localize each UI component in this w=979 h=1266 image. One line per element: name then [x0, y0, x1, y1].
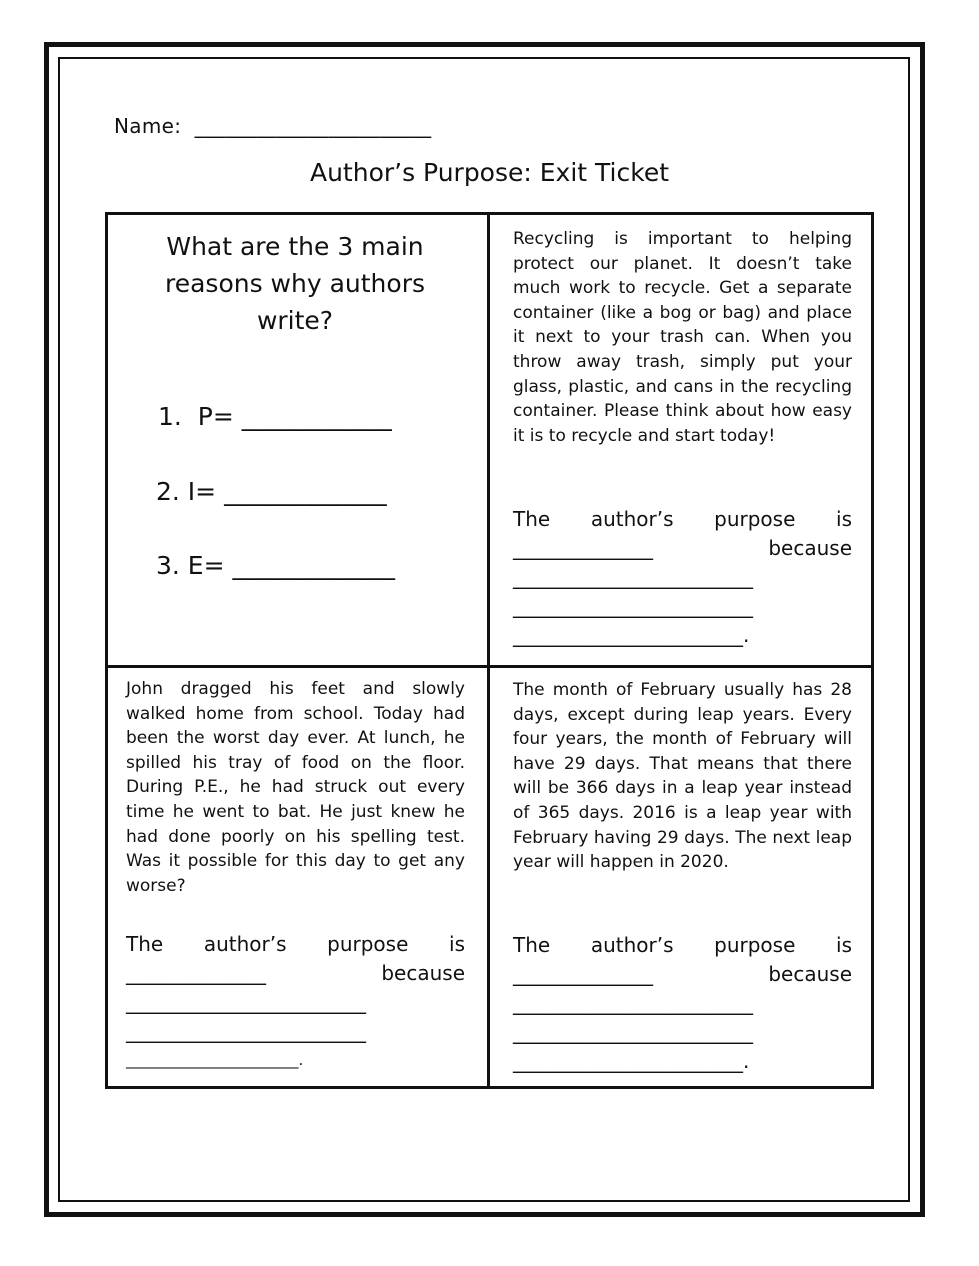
answer-word: author’s — [203, 932, 287, 956]
purpose-answer-p[interactable]: 1. P= ____________ — [158, 402, 392, 431]
because-label: because — [768, 962, 852, 986]
purpose-answer-e[interactable]: 3. E= _____________ — [156, 551, 395, 580]
passage-john: John dragged his feet and slowly walked home from school. Today had been the worst day ever. At lunch, he spilled his tray of food on the floor. During P.E., he had struck out every time he went to bat. He just knew he had done poorly on his spelling test. Was it possible for this day to get any worse? — [126, 679, 465, 896]
answer-blank-line[interactable]: _______________________. — [513, 623, 750, 647]
answer-block-john — [126, 930, 465, 1075]
answer-prompt-row — [126, 930, 465, 959]
grid-divider-vertical — [487, 212, 490, 1089]
purpose-blank[interactable]: ______________ — [126, 961, 266, 985]
page-title: Author’s Purpose: Exit Ticket — [309, 158, 670, 187]
passage-february: The month of February usually has 28 days, except during leap years. Every four years, the month of February will have 29 days. That means that there will be 366 days in a leap year instead of 365 days. 2016 is a leap year with February having 29 days. The next leap year will happen in 2020. — [513, 680, 852, 873]
answer-word: author’s — [590, 933, 674, 957]
answer-word: is — [449, 932, 465, 956]
grid-divider-horizontal — [105, 665, 874, 668]
name-label: Name: — [114, 114, 182, 138]
answer-word: The — [513, 933, 551, 957]
answer-word: purpose — [714, 933, 796, 957]
answer-blank-line[interactable]: ________________________ — [513, 594, 753, 618]
answer-purpose-row — [513, 960, 852, 989]
because-label: because — [768, 536, 852, 560]
answer-purpose-row — [126, 959, 465, 988]
answer-blank-line[interactable]: _______________________. — [126, 1051, 304, 1069]
because-label: because — [381, 961, 465, 985]
answer-word: is — [836, 507, 852, 531]
answer-word: The — [513, 507, 551, 531]
answer-blank-line[interactable]: ________________________ — [126, 990, 366, 1014]
purpose-blank[interactable]: ______________ — [513, 536, 653, 560]
answer-block-recycling — [513, 505, 852, 650]
question-title: What are the 3 main reasons why authors write? — [164, 232, 425, 335]
answer-purpose-row — [513, 534, 852, 563]
answer-word: The — [126, 932, 164, 956]
answer-word: purpose — [327, 932, 409, 956]
answer-blank-line[interactable]: ________________________ — [126, 1019, 366, 1043]
answer-block-february — [513, 931, 852, 1076]
answer-prompt-row — [513, 505, 852, 534]
answer-blank-line[interactable]: _______________________. — [513, 1049, 750, 1073]
answer-word: is — [836, 933, 852, 957]
answer-blank-line[interactable]: ________________________ — [513, 991, 753, 1015]
answer-blank-line[interactable]: ________________________ — [513, 1020, 753, 1044]
purpose-blank[interactable]: ______________ — [513, 962, 653, 986]
name-field[interactable] — [114, 114, 431, 138]
answer-word: author’s — [590, 507, 674, 531]
answer-blank-line[interactable]: ________________________ — [513, 565, 753, 589]
passage-recycling: Recycling is important to helping protect our planet. It doesn’t take much work to recycle. Get a separate container (like a bog or bag) and place it next to your trash can. When you throw away trash, simply put your glass, plastic, and cans in the recycling container. Please think about how easy it is to recycle and start today! — [513, 229, 852, 446]
answer-prompt-row — [513, 931, 852, 960]
answer-word: purpose — [714, 507, 796, 531]
name-blank[interactable]: _______________________ — [194, 114, 432, 138]
purpose-answer-i[interactable]: 2. I= _____________ — [156, 477, 387, 506]
